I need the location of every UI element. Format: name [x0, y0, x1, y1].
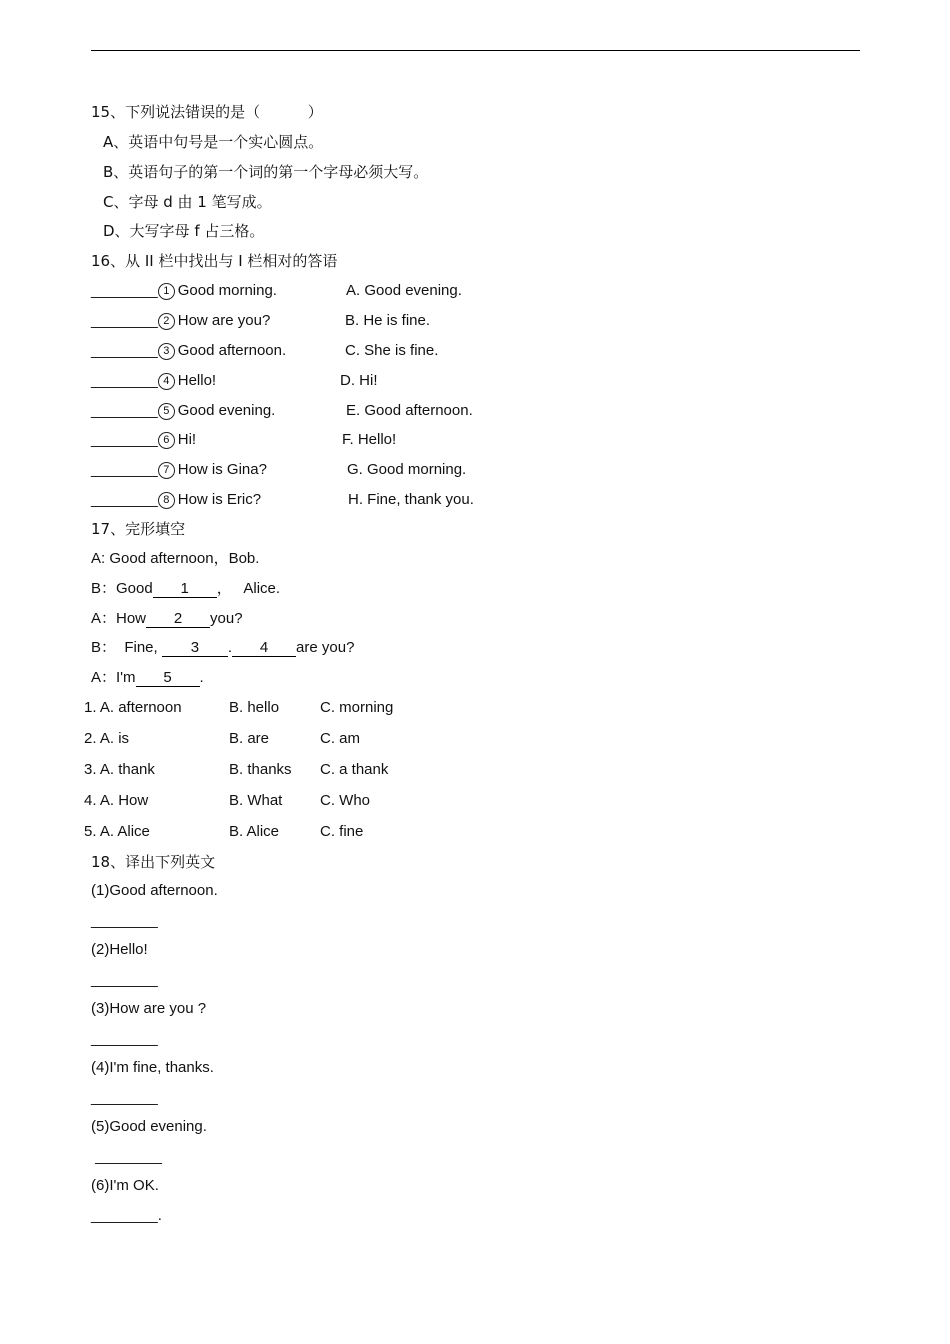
- number-circle: 5: [158, 403, 175, 420]
- q16-row: [91, 371, 216, 391]
- q16-right: F. Hello!: [342, 431, 397, 448]
- number-circle: 6: [158, 432, 175, 449]
- q16-title: 16、从 II 栏中找出与 I 栏相对的答语: [91, 252, 338, 270]
- dialogue-line: A：How 2 you?: [91, 610, 243, 627]
- option-a: 4. A. How: [84, 792, 149, 809]
- answer-blank[interactable]: ________: [91, 402, 158, 419]
- cloze-blank-1[interactable]: 1: [153, 580, 217, 598]
- option-a: 2. A. is: [84, 730, 130, 747]
- answer-blank[interactable]: ________: [91, 431, 158, 448]
- option-c: C. am: [320, 730, 361, 747]
- answer-blank[interactable]: ________: [91, 312, 158, 329]
- cloze-blank-2[interactable]: 2: [146, 610, 210, 628]
- dialogue-line: B： Fine, 3 . 4 are you?: [91, 639, 355, 656]
- q16-left: How are you?: [177, 312, 271, 329]
- q16-left: Good morning.: [177, 282, 277, 299]
- answer-blank[interactable]: ________: [91, 491, 158, 508]
- option-c: C. fine: [320, 823, 364, 840]
- option-b: B. thanks: [229, 761, 292, 778]
- q16-row: [91, 401, 275, 421]
- option-c: C. Who: [320, 792, 371, 809]
- option-b: B. What: [229, 792, 283, 809]
- q17-title: 17、完形填空: [91, 520, 186, 538]
- option-c: C. a thank: [320, 761, 389, 778]
- answer-blank[interactable]: ________: [91, 912, 158, 929]
- q15-option-a: A、英语中句号是一个实心圆点。: [103, 133, 324, 151]
- answer-blank[interactable]: ________: [91, 1089, 158, 1106]
- q16-right: B. He is fine.: [345, 312, 431, 329]
- cloze-blank-4[interactable]: 4: [232, 639, 296, 657]
- q16-row: [91, 341, 286, 361]
- answer-blank[interactable]: ________: [91, 971, 158, 988]
- answer-blank[interactable]: ________: [91, 461, 158, 478]
- number-circle: 3: [158, 343, 175, 360]
- q16-right: H. Fine, thank you.: [348, 491, 474, 508]
- answer-blank[interactable]: ________: [91, 342, 158, 359]
- q18-item: (3)How are you ?: [91, 1000, 207, 1017]
- q16-left: Good evening.: [177, 402, 276, 419]
- q18-item: (4)I'm fine, thanks.: [91, 1059, 214, 1076]
- q16-row: [91, 490, 261, 510]
- option-b: B. hello: [229, 699, 280, 716]
- option-a: 1. A. afternoon: [84, 699, 182, 716]
- answer-blank[interactable]: ________: [91, 372, 158, 389]
- answer-blank[interactable]: ________: [91, 1030, 158, 1047]
- dialogue-line: A：I'm 5 .: [91, 669, 204, 686]
- q18-item: (1)Good afternoon.: [91, 882, 218, 899]
- q18-item: (2)Hello!: [91, 941, 148, 958]
- header-rule: [91, 50, 860, 51]
- q16-row: [91, 311, 270, 331]
- q16-row: [91, 430, 196, 450]
- q16-left: How is Gina?: [177, 461, 267, 478]
- q16-right: C. She is fine.: [345, 342, 439, 359]
- q16-left: Hello!: [177, 372, 217, 389]
- q16-left: Good afternoon.: [177, 342, 287, 359]
- option-c: C. morning: [320, 699, 394, 716]
- q16-right: A. Good evening.: [346, 282, 462, 299]
- option-b: B. Alice: [229, 823, 280, 840]
- cloze-blank-5[interactable]: 5: [136, 669, 200, 687]
- q16-right: D. Hi!: [340, 372, 378, 389]
- answer-blank[interactable]: ________: [91, 1148, 162, 1165]
- q15-option-c: C、字母 d 由 1 笔写成。: [103, 193, 272, 211]
- option-a: 3. A. thank: [84, 761, 155, 778]
- number-circle: 7: [158, 462, 175, 479]
- q18-item: (6)I'm OK.: [91, 1177, 159, 1194]
- q16-left: How is Eric?: [177, 491, 262, 508]
- q16-right: E. Good afternoon.: [346, 402, 473, 419]
- dialogue-line: B：Good 1 ， Alice.: [91, 580, 281, 597]
- dialogue-line: A: Good afternoon，Bob.: [91, 550, 260, 567]
- q15-option-b: B、英语句子的第一个词的第一个字母必须大写。: [103, 163, 429, 181]
- option-b: B. are: [229, 730, 270, 747]
- answer-blank[interactable]: ________.: [91, 1207, 162, 1224]
- option-a: 5. A. Alice: [84, 823, 150, 840]
- cloze-blank-3[interactable]: 3: [162, 639, 228, 657]
- answer-blank[interactable]: ________: [91, 282, 158, 299]
- number-circle: 4: [158, 373, 175, 390]
- q18-item: (5)Good evening.: [91, 1118, 207, 1135]
- q18-title: 18、译出下列英文: [91, 853, 216, 871]
- number-circle: 8: [158, 492, 175, 509]
- number-circle: 2: [158, 313, 175, 330]
- number-circle: 1: [158, 283, 175, 300]
- q16-row: [91, 281, 277, 301]
- q16-row: [91, 460, 267, 480]
- q16-left: Hi!: [177, 431, 197, 448]
- q15-title: 15、下列说法错误的是（ ）: [91, 103, 323, 121]
- q15-option-d: D、大写字母 f 占三格。: [103, 222, 265, 240]
- q16-right: G. Good morning.: [347, 461, 467, 478]
